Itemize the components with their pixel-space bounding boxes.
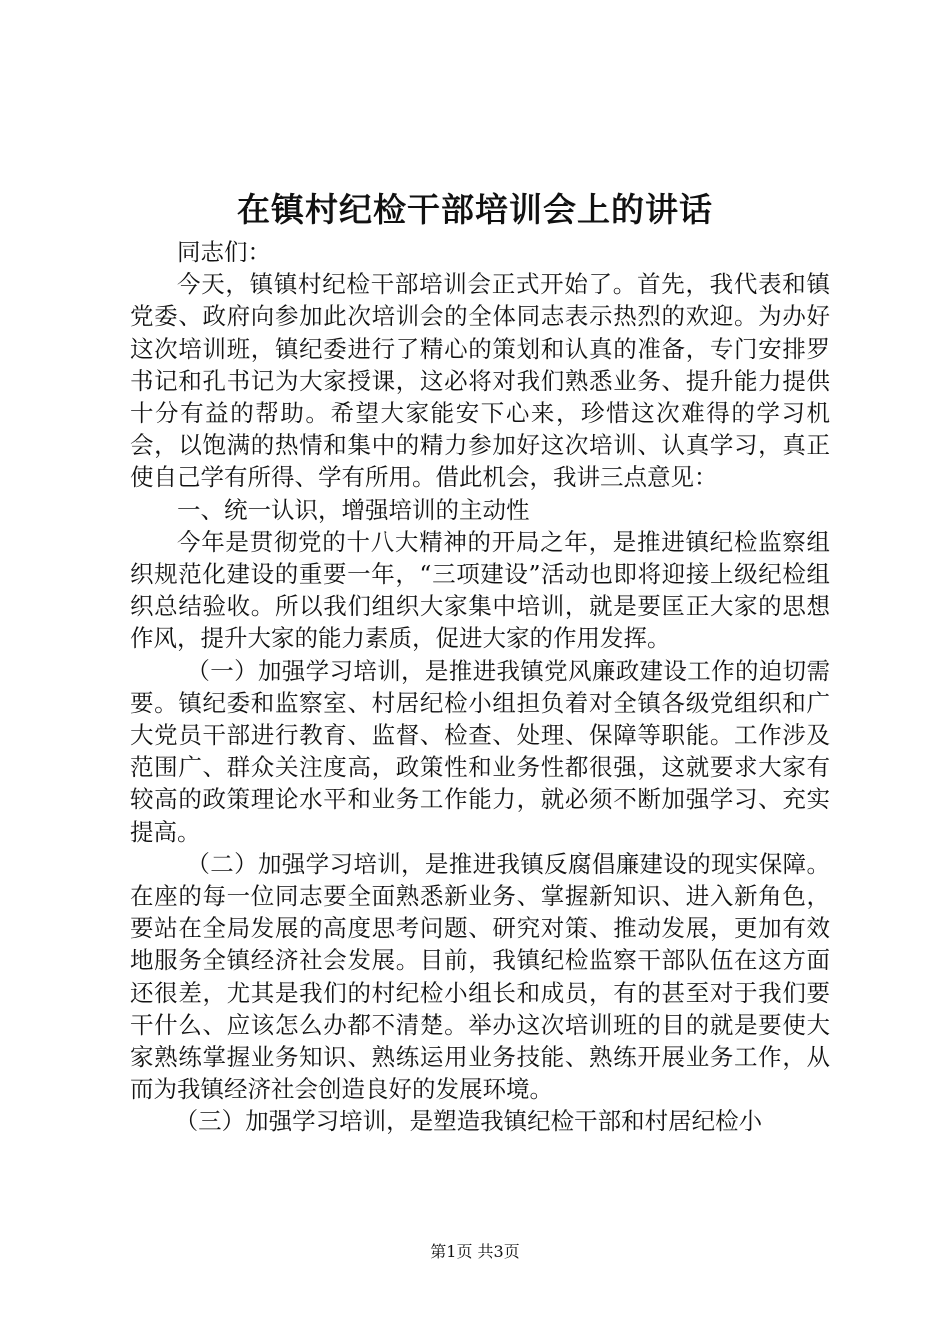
document-title: 在镇村纪检干部培训会上的讲话: [237, 190, 713, 229]
section-1-paragraph: 今年是贯彻党的十八大精神的开局之年，是推进镇纪检监察组织规范化建设的重要一年，“三项建设”活动也即将迎接上级纪检组织总结验收。所以我们组织大家集中培训，就是要匡正大家的思想作风，提升大家的能力素质，促进大家的作用发挥。: [130, 527, 830, 653]
subsection-1-paragraph: （一）加强学习培训，是推进我镇党风廉政建设工作的迫切需要。镇纪委和监察室、村居纪检小组担负着对全镇各级党组织和广大党员干部进行教育、监督、检查、处理、保障等职能。工作涉及范围广、群众关注度高，政策性和业务性都很强，这就要求大家有较高的政策理论水平和业务工作能力，就必须不断加强学习、充实提高。: [130, 656, 830, 846]
document-body: [130, 236, 830, 1138]
page-footer: 第1页 共3页: [430, 1242, 520, 1261]
subsection-2-paragraph: （二）加强学习培训，是推进我镇反腐倡廉建设的现实保障。在座的每一位同志要全面熟悉新业务、掌握新知识、进入新角色，要站在全局发展的高度思考问题、研究对策、推动发展，更加有效地服务全镇经济社会发展。目前，我镇纪检监察干部队伍在这方面还很差，尤其是我们的村纪检小组长和成员，有的甚至对于我们要干什么、应该怎么办都不清楚。举办这次培训班的目的就是要使大家熟练掌握业务知识、熟练运用业务技能、熟练开展业务工作，从而为我镇经济社会创造良好的发展环境。: [130, 849, 830, 1104]
opening-paragraph: 今天，镇镇村纪检干部培训会正式开始了。首先，我代表和镇党委、政府向参加此次培训会的全体同志表示热烈的欢迎。为办好这次培训班，镇纪委进行了精心的策划和认真的准备，专门安排罗书记和孔书记为大家授课，这必将对我们熟悉业务、提升能力提供十分有益的帮助。希望大家能安下心来，珍惜这次难得的学习机会，以饱满的热情和集中的精力参加好这次培训、认真学习，真正使自己学有所得、学有所用。借此机会，我讲三点意见：: [130, 270, 830, 492]
section-heading-1: 一、统一认识，增强培训的主动性: [177, 495, 530, 524]
subsection-3-paragraph: （三）加强学习培训，是塑造我镇纪检干部和村居纪检小: [174, 1107, 763, 1136]
salutation-paragraph: 同志们：: [177, 238, 271, 266]
